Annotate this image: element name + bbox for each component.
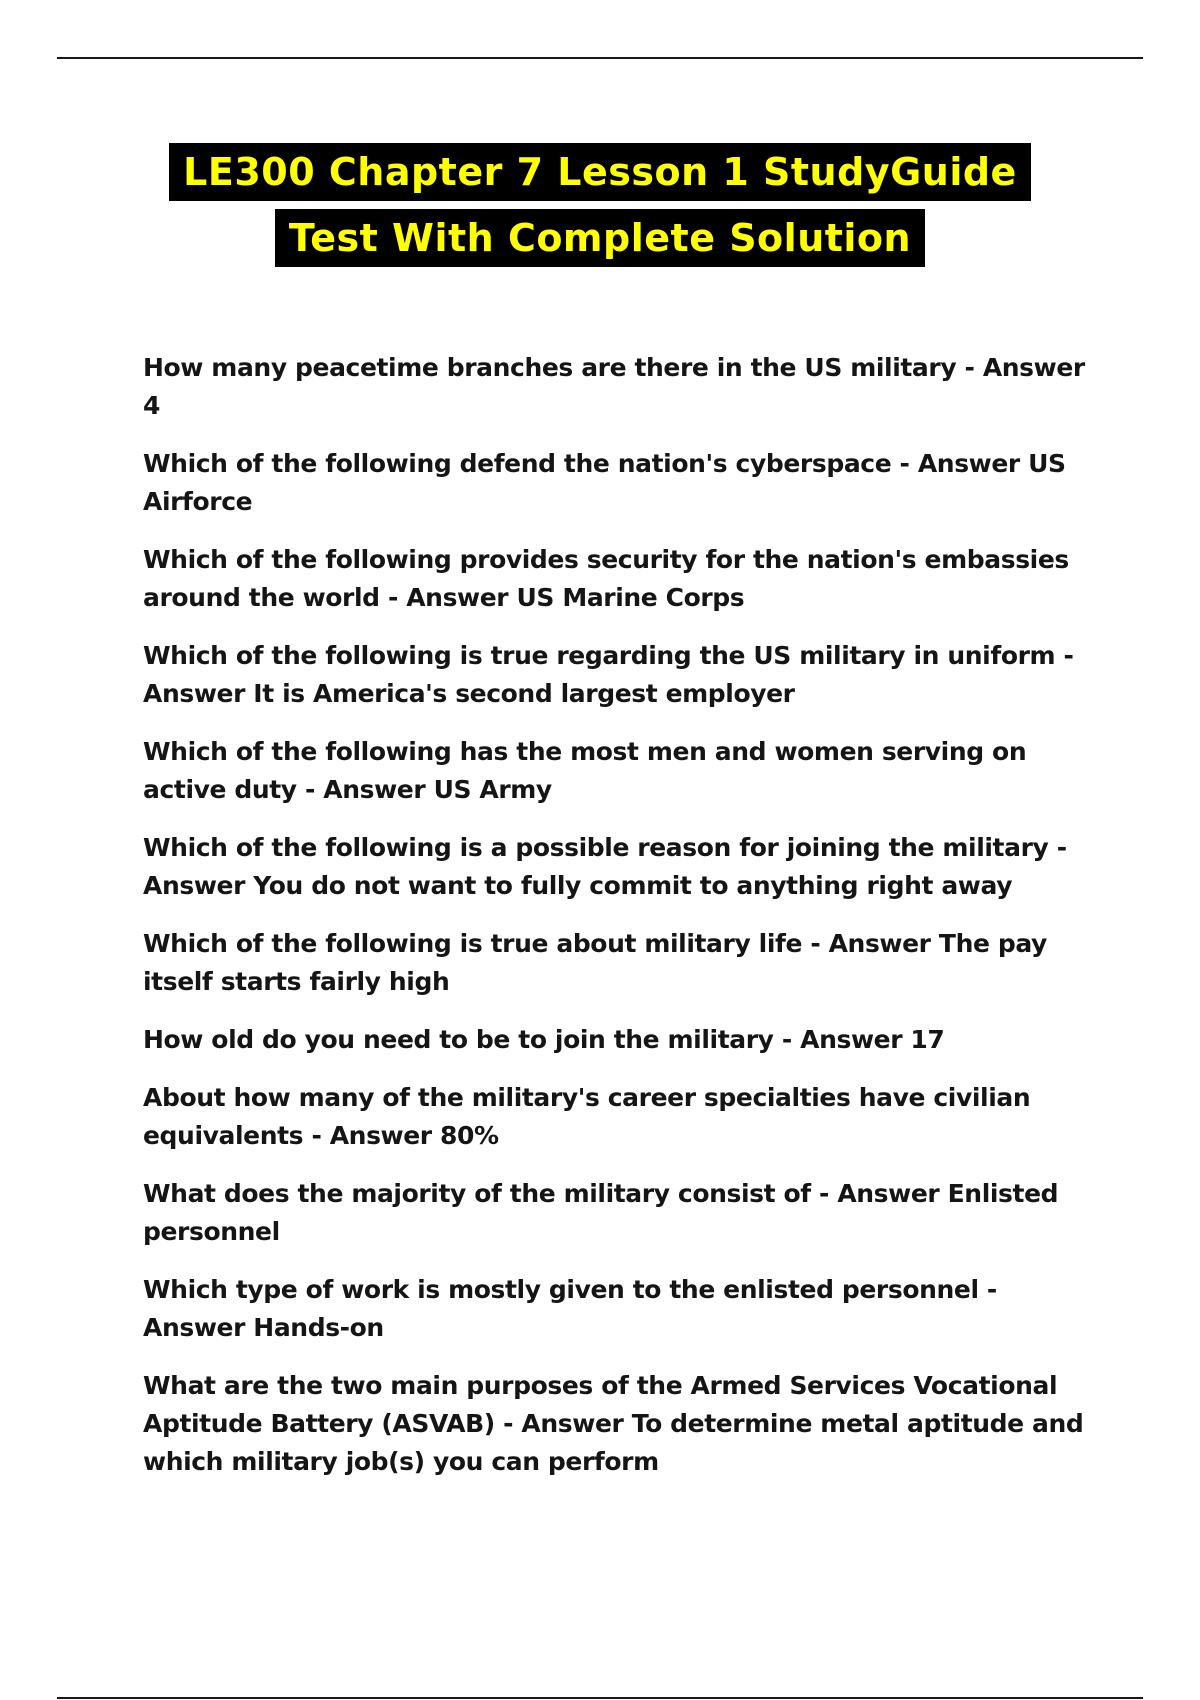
qa-item: Which of the following provides security for the nation's embassies around the world - Answer US Marine Corps [143, 545, 1069, 612]
qa-item: Which of the following is a possible reason for joining the military - Answer You do not want to fully commit to anything right away [143, 833, 1067, 900]
qa-item: Which of the following is true about military life - Answer The pay itself starts fairly high [143, 929, 1047, 996]
qa-item: Which of the following is true regarding the US military in uniform - Answer It is America's second largest employer [143, 641, 1074, 708]
bottom-divider [57, 1697, 1143, 1699]
question-answer-list [143, 349, 1098, 1501]
qa-item: Which of the following has the most men and women serving on active duty - Answer US Army [143, 737, 1027, 804]
qa-item: What are the two main purposes of the Armed Services Vocational Aptitude Battery (ASVAB) - Answer To determine metal aptitude and which military job(s) you can perform [143, 1371, 1084, 1476]
top-divider [57, 57, 1143, 59]
title-line-1: LE300 Chapter 7 Lesson 1 StudyGuide [169, 143, 1031, 201]
qa-item: How many peacetime branches are there in the US military - Answer 4 [143, 353, 1085, 420]
document-title [0, 143, 1200, 267]
qa-item: Which of the following defend the nation's cyberspace - Answer US Airforce [143, 449, 1066, 516]
qa-item: What does the majority of the military consist of - Answer Enlisted personnel [143, 1179, 1059, 1246]
qa-item: About how many of the military's career specialties have civilian equivalents - Answer 80% [143, 1083, 1031, 1150]
qa-item: Which type of work is mostly given to the enlisted personnel - Answer Hands-on [143, 1275, 997, 1342]
title-line-2: Test With Complete Solution [275, 209, 925, 267]
qa-item: How old do you need to be to join the military - Answer 17 [143, 1025, 945, 1054]
